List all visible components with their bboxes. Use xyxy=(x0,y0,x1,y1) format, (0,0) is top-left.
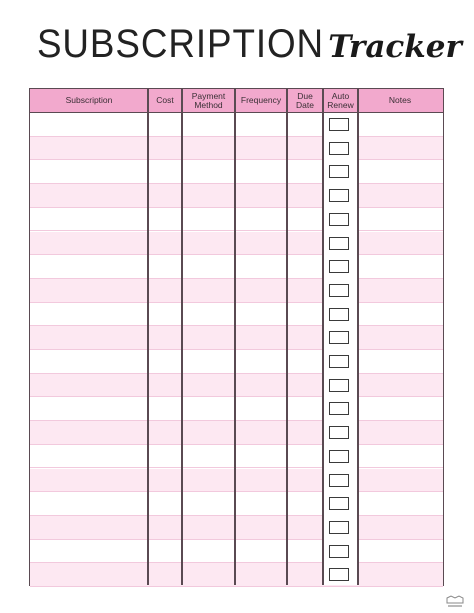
table-row[interactable] xyxy=(30,350,443,374)
auto-renew-checkbox[interactable] xyxy=(329,450,349,463)
auto-renew-checkbox[interactable] xyxy=(329,142,349,155)
table-row[interactable] xyxy=(30,421,443,445)
table-row[interactable] xyxy=(30,208,443,232)
auto-renew-checkbox[interactable] xyxy=(329,118,349,131)
auto-renew-checkbox[interactable] xyxy=(329,260,349,273)
column-header-frequency: Frequency xyxy=(240,95,282,106)
column-header-due-date: Due Date xyxy=(296,91,314,110)
table-row[interactable] xyxy=(30,113,443,137)
column-divider xyxy=(357,89,359,585)
auto-renew-checkbox[interactable] xyxy=(329,284,349,297)
column-divider xyxy=(234,89,236,585)
auto-renew-checkbox[interactable] xyxy=(329,189,349,202)
page-title xyxy=(0,22,474,82)
auto-renew-checkbox[interactable] xyxy=(329,402,349,415)
table-row[interactable] xyxy=(30,540,443,564)
auto-renew-checkbox[interactable] xyxy=(329,521,349,534)
table-row[interactable] xyxy=(30,184,443,208)
table-row[interactable] xyxy=(30,469,443,493)
column-divider xyxy=(181,89,183,585)
table-row[interactable] xyxy=(30,232,443,256)
table-row[interactable] xyxy=(30,255,443,279)
table-row[interactable] xyxy=(30,326,443,350)
auto-renew-checkbox[interactable] xyxy=(329,165,349,178)
auto-renew-checkbox[interactable] xyxy=(329,237,349,250)
column-header-notes: Notes xyxy=(388,95,412,106)
table-row[interactable] xyxy=(30,563,443,587)
table-row[interactable] xyxy=(30,303,443,327)
title-main: SUBSCRIPTION xyxy=(37,22,325,66)
auto-renew-checkbox[interactable] xyxy=(329,355,349,368)
column-header-auto-renew: Auto Renew xyxy=(327,91,354,110)
column-header-cost: Cost xyxy=(156,95,174,106)
column-divider xyxy=(322,89,324,585)
column-divider xyxy=(286,89,288,585)
column-header-payment-method: Payment Method xyxy=(191,91,226,110)
column-header-subscription: Subscription xyxy=(65,95,113,106)
subscription-table xyxy=(29,88,444,586)
auto-renew-checkbox[interactable] xyxy=(329,379,349,392)
table-row[interactable] xyxy=(30,397,443,421)
auto-renew-checkbox[interactable] xyxy=(329,545,349,558)
auto-renew-checkbox[interactable] xyxy=(329,568,349,581)
auto-renew-checkbox[interactable] xyxy=(329,331,349,344)
auto-renew-checkbox[interactable] xyxy=(329,497,349,510)
auto-renew-checkbox[interactable] xyxy=(329,426,349,439)
auto-renew-column xyxy=(323,113,358,585)
title-script: Tracker xyxy=(328,29,462,65)
table-header xyxy=(30,89,443,113)
table-row[interactable] xyxy=(30,445,443,469)
table-row[interactable] xyxy=(30,137,443,161)
table-row[interactable] xyxy=(30,516,443,540)
table-row[interactable] xyxy=(30,279,443,303)
table-row[interactable] xyxy=(30,160,443,184)
column-divider xyxy=(147,89,149,585)
auto-renew-checkbox[interactable] xyxy=(329,213,349,226)
auto-renew-checkbox[interactable] xyxy=(329,308,349,321)
auto-renew-checkbox[interactable] xyxy=(329,474,349,487)
table-row[interactable] xyxy=(30,374,443,398)
printables-logo-icon xyxy=(444,595,466,609)
table-row[interactable] xyxy=(30,492,443,516)
